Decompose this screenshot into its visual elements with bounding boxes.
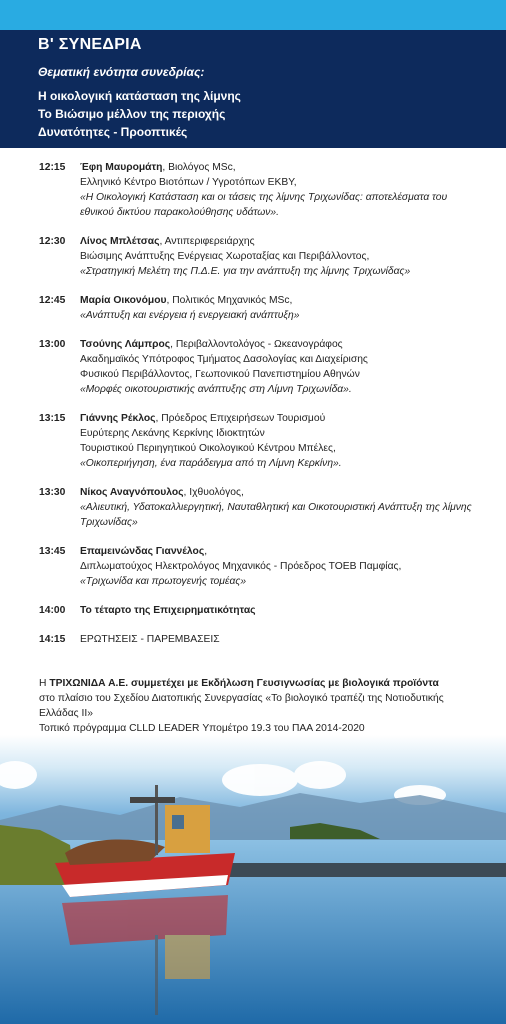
- session-theme-line: Το Βιώσιμο μέλλον της περιοχής: [38, 107, 226, 121]
- entry-content: [80, 544, 479, 589]
- talk-title: «Αλιευτική, Υδατοκαλλιεργητική, Ναυταθλητική και Οικοτουριστική Ανάπτυξη της λίμνης Τριχωνίδας»: [80, 502, 472, 528]
- talk-title: «Ανάπτυξη και ενέργεια ή ενεργειακή ανάπτυξη»: [80, 310, 300, 321]
- entry-time: 13:45: [39, 546, 66, 557]
- speaker-affiliation: Φυσικού Περιβάλλοντος, Γεωπονικού Πανεπιστημίου Αθηνών: [80, 369, 360, 380]
- talk-title: «Τριχωνίδα και πρωτογενής τομέας»: [80, 576, 247, 587]
- footer-line: Τοπικό πρόγραμμα CLLD LEADER Υπομέτρο 19.3 του ΠΑΑ 2014-2020: [39, 723, 365, 734]
- entry-time: 12:45: [39, 295, 66, 306]
- entry-content: [80, 337, 479, 397]
- top-accent-bar: [0, 0, 506, 30]
- program-entry: [39, 411, 479, 471]
- session-theme-line: Η οικολογική κατάσταση της λίμνης: [38, 89, 241, 103]
- entry-content: [80, 293, 479, 323]
- session-header: [0, 30, 506, 148]
- program-entry-simple: [39, 603, 479, 618]
- program-entry: [39, 160, 479, 220]
- speaker-name: Νίκος Αναγνόπουλος: [80, 487, 184, 498]
- talk-title: «Στρατηγική Μελέτη της Π.Δ.Ε. για την ανάπτυξη της λίμνης Τριχωνίδας»: [80, 266, 411, 277]
- speaker-affiliation: Διπλωματούχος Ηλεκτρολόγος Μηχανικός - Πρόεδρος ΤΟΕΒ Παμφίας,: [80, 561, 402, 572]
- entry-time: 12:30: [39, 236, 66, 247]
- entry-time: 14:15: [39, 634, 66, 645]
- entry-content: [80, 234, 479, 279]
- speaker-affiliation: Ελληνικό Κέντρο Βιοτόπων / Υγροτόπων ΕΚΒΥ,: [80, 177, 297, 188]
- footer-highlight: ΤΡΙΧΩΝΙΔΑ Α.Ε. συμμετέχει με Εκδήλωση Γευσιγνωσίας με βιολογικά προϊόντα: [49, 678, 439, 689]
- speaker-name: Γιάννης Ρέκλος: [80, 413, 156, 424]
- speaker-role: , Αντιπεριφερειάρχης: [159, 236, 255, 247]
- program-list: [39, 160, 479, 661]
- footer-line: Η ΤΡΙΧΩΝΙΔΑ Α.Ε. συμμετέχει με Εκδήλωση Γευσιγνωσίας με βιολογικά προϊόντα: [39, 678, 439, 689]
- speaker-name: Μαρία Οικονόμου: [80, 295, 167, 306]
- talk-title: «Οικοπεριήγηση, ένα παράδειγμα από τη Λίμνη Κερκίνη».: [80, 458, 342, 469]
- session-theme-line: Δυνατότητες - Προοπτικές: [38, 125, 188, 139]
- entry-content: [80, 411, 479, 471]
- lake-boat-photo: [0, 735, 506, 1024]
- speaker-affiliation: Τουριστικού Περιηγητικού Οικολογικού Κέντρου Μπέλες,: [80, 443, 336, 454]
- program-entry: [39, 544, 479, 589]
- footer-line: στο πλαίσιο του Σχεδίου Διατοπικής Συνεργασίας «Το βιολογικό τραπέζι της Νοτιοδυτικής Ελλάδας ΙΙ»: [39, 693, 444, 719]
- program-entry: [39, 293, 479, 323]
- entry-text: ΕΡΩΤΗΣΕΙΣ - ΠΑΡΕΜΒΑΣΕΙΣ: [80, 634, 220, 645]
- speaker-name: Τσούνης Λάμπρος: [80, 339, 171, 350]
- speaker-name: Λίνος Μπλέτσας: [80, 236, 160, 247]
- program-entry: [39, 337, 479, 397]
- footer-note: [39, 676, 479, 736]
- session-title: Β' ΣΥΝΕΔΡΙΑ: [38, 36, 142, 53]
- entry-time: 14:00: [39, 605, 66, 616]
- program-entry-simple: [39, 632, 479, 647]
- speaker-role: , Περιβαλλοντολόγος - Ωκεανογράφος: [170, 339, 343, 350]
- entry-content: [80, 160, 479, 220]
- entry-content: [80, 485, 479, 530]
- entry-time: 12:15: [39, 162, 66, 173]
- speaker-role: ,: [204, 546, 208, 557]
- speaker-affiliation: Ευρύτερης Λεκάνης Κερκίνης Ιδιοκτητών: [80, 428, 265, 439]
- speaker-role: , Ιχθυολόγος,: [183, 487, 244, 498]
- talk-title: «Η Οικολογική Κατάσταση και οι τάσεις της λίμνης Τριχωνίδας: αποτελέσματα του εθνικού δικτύου παρακολούθησης υδάτων».: [80, 192, 448, 218]
- speaker-name: Έφη Μαυρομάτη: [80, 162, 163, 173]
- speaker-role: , Πρόεδρος Επιχειρήσεων Τουρισμού: [155, 413, 326, 424]
- speaker-affiliation: Ακαδημαϊκός Υπότροφος Τμήματος Δασολογίας και Διαχείρισης: [80, 354, 368, 365]
- speaker-affiliation: Βιώσιμης Ανάπτυξης Ενέργειας Χωροταξίας και Περιβάλλοντος,: [80, 251, 370, 262]
- program-entry: [39, 234, 479, 279]
- program-entry: [39, 485, 479, 530]
- talk-title: «Μορφές οικοτουριστικής ανάπτυξης στη Λίμνη Τριχωνίδα».: [80, 384, 352, 395]
- session-subtitle: Θεματική ενότητα συνεδρίας:: [38, 65, 205, 79]
- entry-time: 13:15: [39, 413, 66, 424]
- entry-time: 13:30: [39, 487, 66, 498]
- speaker-role: , Πολιτικός Μηχανικός MSc,: [166, 295, 293, 306]
- entry-text: Το τέταρτο της Επιχειρηματικότητας: [80, 605, 256, 616]
- speaker-role: , Βιολόγος MSc,: [162, 162, 236, 173]
- entry-time: 13:00: [39, 339, 66, 350]
- speaker-name: Επαμεινώνδας Γιαννέλος: [80, 546, 205, 557]
